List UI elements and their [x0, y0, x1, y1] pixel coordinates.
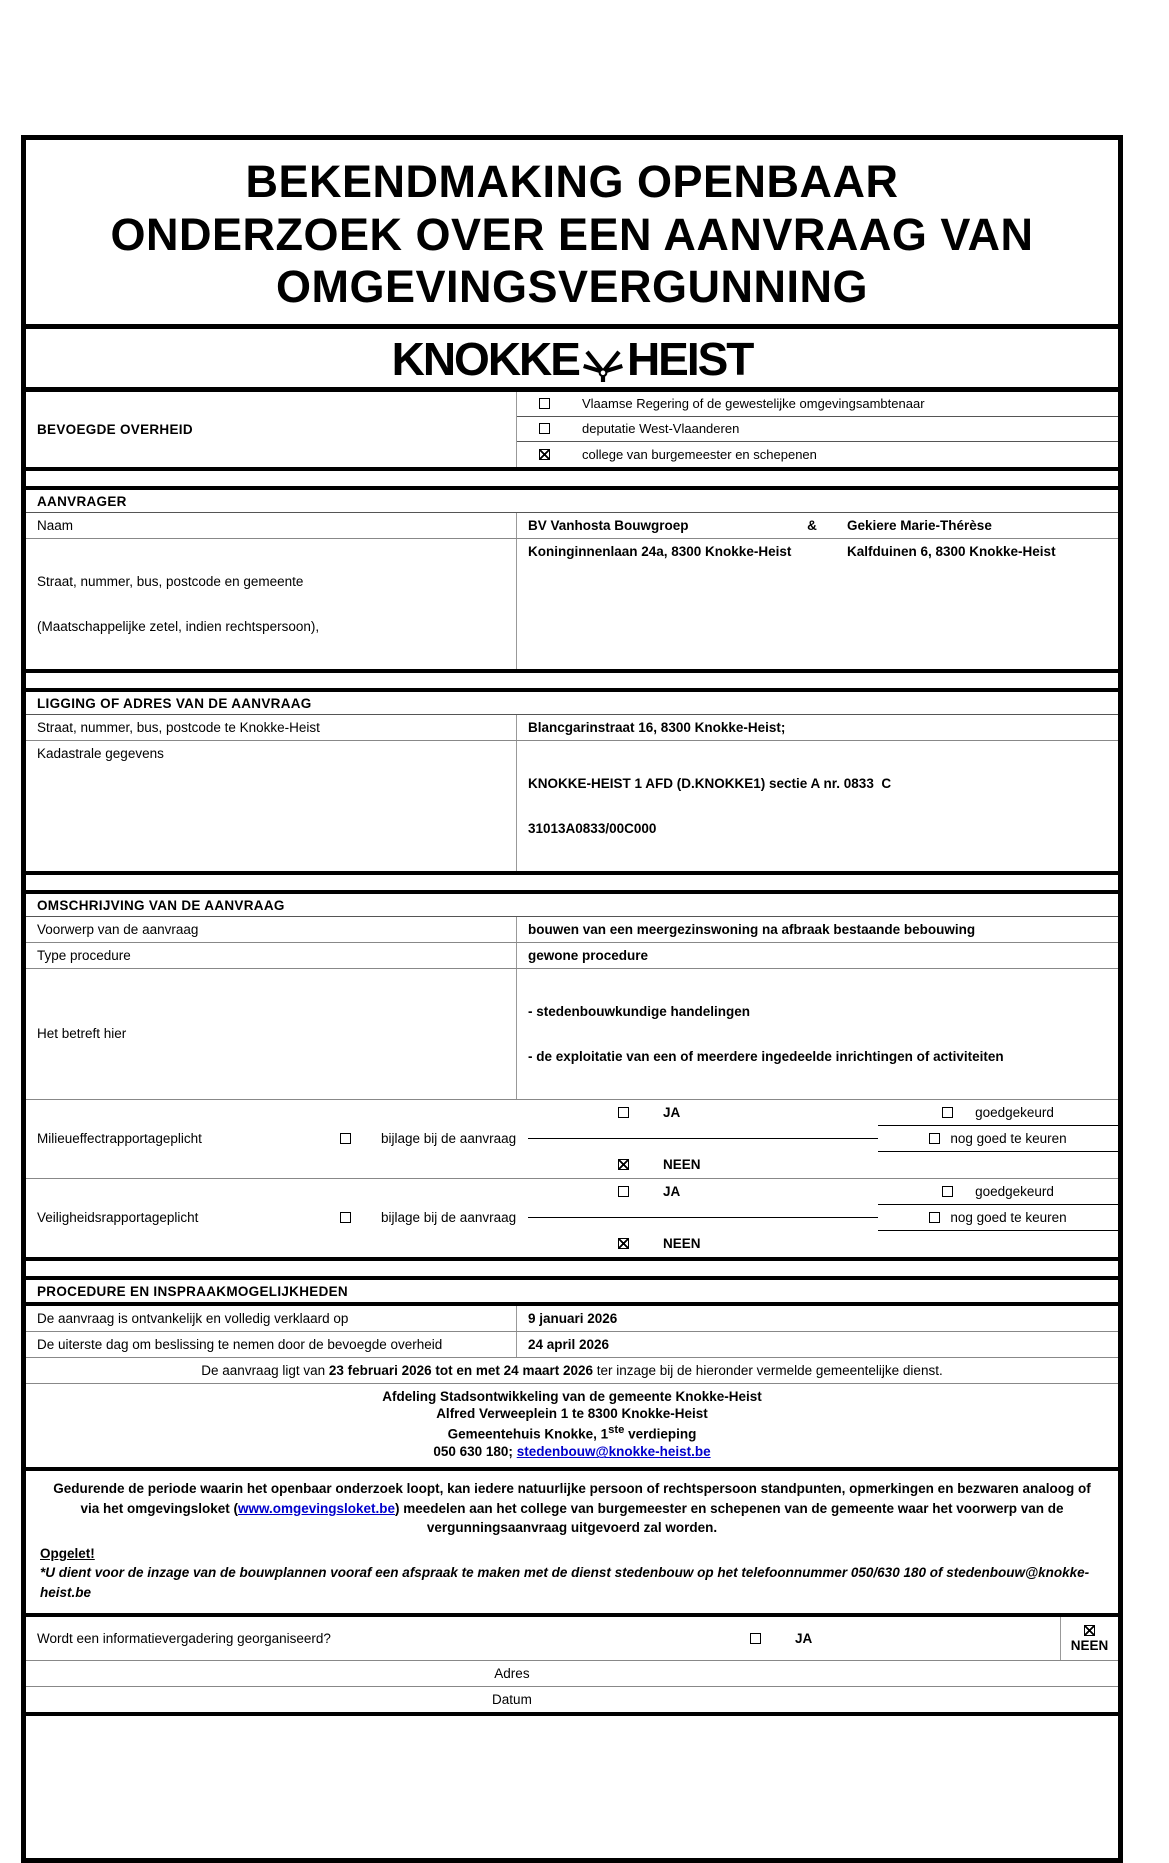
logo-text-right: HEIST: [626, 332, 753, 385]
checkbox-nog-goed-te-keuren[interactable]: [929, 1212, 940, 1223]
table-row: [26, 969, 1118, 1100]
table-row: [26, 741, 1118, 871]
section-divider: [26, 875, 1118, 894]
inzage-periode-text: De aanvraag ligt van 23 februari 2026 tot en met 24 maart 2026 ter inzage bij de hieronder vermelde gemeentelijke dienst.: [26, 1358, 1118, 1384]
checkbox[interactable]: [539, 449, 550, 460]
voorwerp-value: bouwen van een meergezinswoning na afbraak bestaande bebouwing: [516, 917, 1118, 942]
kadaster-label: Kadastrale gegevens: [37, 745, 164, 761]
bezwaar-paragraph: Gedurende de periode waarin het openbaar onderzoek loopt, kan iedere natuurlijke persoon of rechtspersoon standpunten, opmerkingen en bezwaren analoog of via het omgevingsloket (www.omgevingsloket.be) meedelen aan het college van burgemeester en schepenen van de gemeente waar het voorwerp van de vergunningsaanvraag uitgevoerd zal worden.: [53, 1481, 1091, 1536]
title-line-2: ONDERZOEK OVER EEN AANVRAAG VAN: [110, 208, 1034, 260]
checkbox-nog-goed-te-keuren[interactable]: [929, 1133, 940, 1144]
aanvrager-adres-1: Koninginnenlaan 24a, 8300 Knokke-Heist: [516, 539, 836, 669]
neen-label: NEEN: [663, 1236, 701, 1252]
table-row: [26, 1332, 1118, 1358]
option-label: deputatie West-Vlaanderen: [582, 421, 740, 437]
fill-in-line: [528, 1217, 878, 1218]
ja-label: JA: [663, 1184, 681, 1200]
aanvrager-adres-label: Straat, nummer, bus, postcode en gemeente (Maatschappelijke zetel, indien rechtspersoon),: [37, 573, 320, 634]
dienst-adres: Alfred Verweeplein 1 te 8300 Knokke-Heist: [436, 1406, 708, 1422]
checkbox-ja[interactable]: [618, 1186, 629, 1197]
title-line-3: OMGEVINGSVERGUNNING: [275, 261, 869, 313]
table-row: [26, 1306, 1118, 1332]
type-procedure-value: gewone procedure: [516, 943, 1118, 968]
nog-goed-te-keuren-label: nog goed te keuren: [950, 1130, 1067, 1146]
checkbox-goedgekeurd[interactable]: [942, 1107, 953, 1118]
informatievergadering-row: [26, 1617, 1118, 1661]
title-line-1: BEKENDMAKING OPENBAAR: [245, 156, 899, 207]
section-aanvrager: [26, 490, 1118, 673]
email-link[interactable]: stedenbouw@knokke-heist.be: [516, 1444, 711, 1460]
bezwaar-block: [26, 1471, 1118, 1617]
goedgekeurd-label: goedgekeurd: [975, 1104, 1054, 1120]
table-row: [26, 513, 1118, 539]
checkbox-bijlage[interactable]: [340, 1212, 351, 1223]
veiligheid-label: Veiligheidsrapportageplicht: [37, 1210, 199, 1226]
informatievergadering-label: Wordt een informatievergadering georganiseerd?: [37, 1631, 331, 1647]
bijlage-label: bijlage bij de aanvraag: [381, 1131, 517, 1147]
section-divider: [26, 673, 1118, 692]
dienst-locatie: Gemeentehuis Knokke, 1ste verdieping: [447, 1424, 697, 1442]
goedgekeurd-label: goedgekeurd: [975, 1183, 1054, 1199]
bevoegde-overheid-label: BEVOEGDE OVERHEID: [37, 421, 193, 437]
ontvankelijk-value: 9 januari 2026: [516, 1306, 1118, 1331]
municipality-logo: [26, 329, 1118, 392]
milieueffect-label: Milieueffectrapportageplicht: [37, 1131, 202, 1147]
knokke-heist-mark-icon: [579, 336, 627, 382]
milieueffect-status: [878, 1100, 1118, 1152]
naam-value-2: Gekiere Marie-Thérèse: [847, 517, 992, 533]
voorwerp-label: Voorwerp van de aanvraag: [37, 921, 199, 937]
table-row: [26, 943, 1118, 969]
section-omschrijving: [26, 894, 1118, 1261]
aanvrager-adres-2: Kalfduinen 6, 8300 Knokke-Heist: [847, 543, 1056, 559]
betreft-label: Het betreft hier: [37, 1026, 127, 1042]
table-row: [26, 917, 1118, 943]
checkbox-vergadering-ja[interactable]: [750, 1633, 761, 1644]
ontvankelijk-label: De aanvraag is ontvankelijk en volledig verklaard op: [37, 1310, 349, 1326]
section-bevoegde-overheid: [26, 392, 1118, 471]
public-notice-document: [21, 135, 1123, 1863]
option-label: college van burgemeester en schepenen: [582, 446, 817, 462]
datum-row: [26, 1687, 1118, 1716]
inzage-periode-dates: 23 februari 2026 tot en met 24 maart 2026: [328, 1362, 593, 1378]
checkbox-neen[interactable]: [618, 1159, 629, 1170]
table-row: [26, 539, 1118, 669]
dienst-afdeling: Afdeling Stadsontwikkeling van de gemeente Knokke-Heist: [382, 1388, 762, 1404]
section-ligging: [26, 692, 1118, 875]
option-label: Vlaamse Regering of de gewestelijke omgevingsambtenaar: [582, 396, 925, 412]
option-deputatie: [517, 417, 1118, 442]
naam-value-1: BV Vanhosta Bouwgroep: [516, 513, 788, 538]
bevoegde-overheid-options: [516, 392, 1118, 467]
signature-area: [26, 1716, 1118, 1858]
gemeentelijke-dienst-block: [26, 1384, 1118, 1472]
veiligheid-middle: [326, 1179, 878, 1257]
checkbox-bijlage[interactable]: [340, 1133, 351, 1144]
checkbox[interactable]: [539, 423, 550, 434]
ligging-header: LIGGING OF ADRES VAN DE AANVRAAG: [26, 692, 1118, 715]
table-row: [26, 715, 1118, 741]
ligging-straat-label: Straat, nummer, bus, postcode te Knokke-Heist: [37, 719, 320, 735]
logo-text-left: KNOKKE: [391, 332, 579, 385]
checkbox[interactable]: [539, 398, 550, 409]
section-divider: [26, 1261, 1118, 1280]
vergadering-neen-label: NEEN: [1070, 1637, 1109, 1653]
type-procedure-label: Type procedure: [37, 947, 131, 963]
adres-row: [26, 1661, 1118, 1687]
adres-label: Adres: [494, 1666, 530, 1682]
datum-label: Datum: [492, 1692, 532, 1708]
betreft-value: - stedenbouwkundige handelingen - de exploitatie van een of meerdere ingedeelde inrichtingen of activiteiten: [516, 969, 1118, 1099]
naam-separator: &: [807, 517, 817, 533]
table-row-veiligheid: [26, 1179, 1118, 1257]
omgevingsloket-link[interactable]: www.omgevingsloket.be: [238, 1500, 396, 1516]
ja-label: JA: [663, 1105, 681, 1121]
naam-label: Naam: [37, 517, 74, 533]
aanvrager-header: AANVRAGER: [26, 490, 1118, 513]
vergadering-neen-cell: [1060, 1617, 1118, 1660]
checkbox-vergadering-neen[interactable]: [1084, 1625, 1095, 1636]
section-procedure: [26, 1280, 1118, 1859]
checkbox-neen[interactable]: [618, 1238, 629, 1249]
option-college: [517, 442, 1118, 467]
opgelet-label: Opgelet!: [40, 1545, 95, 1561]
afspraak-note: *U dient voor de inzage van de bouwplannen vooraf een afspraak te maken met de dienst stedenbouw op het telefoonnummer 050/630 180 of stedenbouw@knokke-heist.be: [40, 1564, 1090, 1601]
veiligheid-status: [878, 1179, 1118, 1231]
bijlage-label: bijlage bij de aanvraag: [381, 1210, 517, 1226]
milieueffect-middle: [326, 1100, 878, 1178]
neen-label: NEEN: [663, 1157, 701, 1173]
fill-in-line: [528, 1138, 878, 1139]
uiterste-dag-value: 24 april 2026: [516, 1332, 1118, 1357]
dienst-contact: 050 630 180; stedenbouw@knokke-heist.be: [433, 1444, 711, 1460]
nog-goed-te-keuren-label: nog goed te keuren: [950, 1209, 1067, 1225]
checkbox-ja[interactable]: [618, 1107, 629, 1118]
uiterste-dag-label: De uiterste dag om beslissing te nemen door de bevoegde overheid: [37, 1336, 443, 1352]
omschrijving-header: OMSCHRIJVING VAN DE AANVRAAG: [26, 894, 1118, 917]
document-title: [26, 140, 1118, 329]
vergadering-ja-label: JA: [795, 1631, 813, 1647]
kadaster-value: KNOKKE-HEIST 1 AFD (D.KNOKKE1) sectie A nr. 0833 C 31013A0833/00C000: [516, 741, 1118, 871]
option-vlaamse-regering: [517, 392, 1118, 417]
procedure-header: PROCEDURE EN INSPRAAKMOGELIJKHEDEN: [26, 1280, 1118, 1306]
checkbox-goedgekeurd[interactable]: [942, 1186, 953, 1197]
ligging-straat-value: Blancgarinstraat 16, 8300 Knokke-Heist;: [516, 715, 1118, 740]
table-row-milieueffect: [26, 1100, 1118, 1179]
section-divider: [26, 471, 1118, 490]
